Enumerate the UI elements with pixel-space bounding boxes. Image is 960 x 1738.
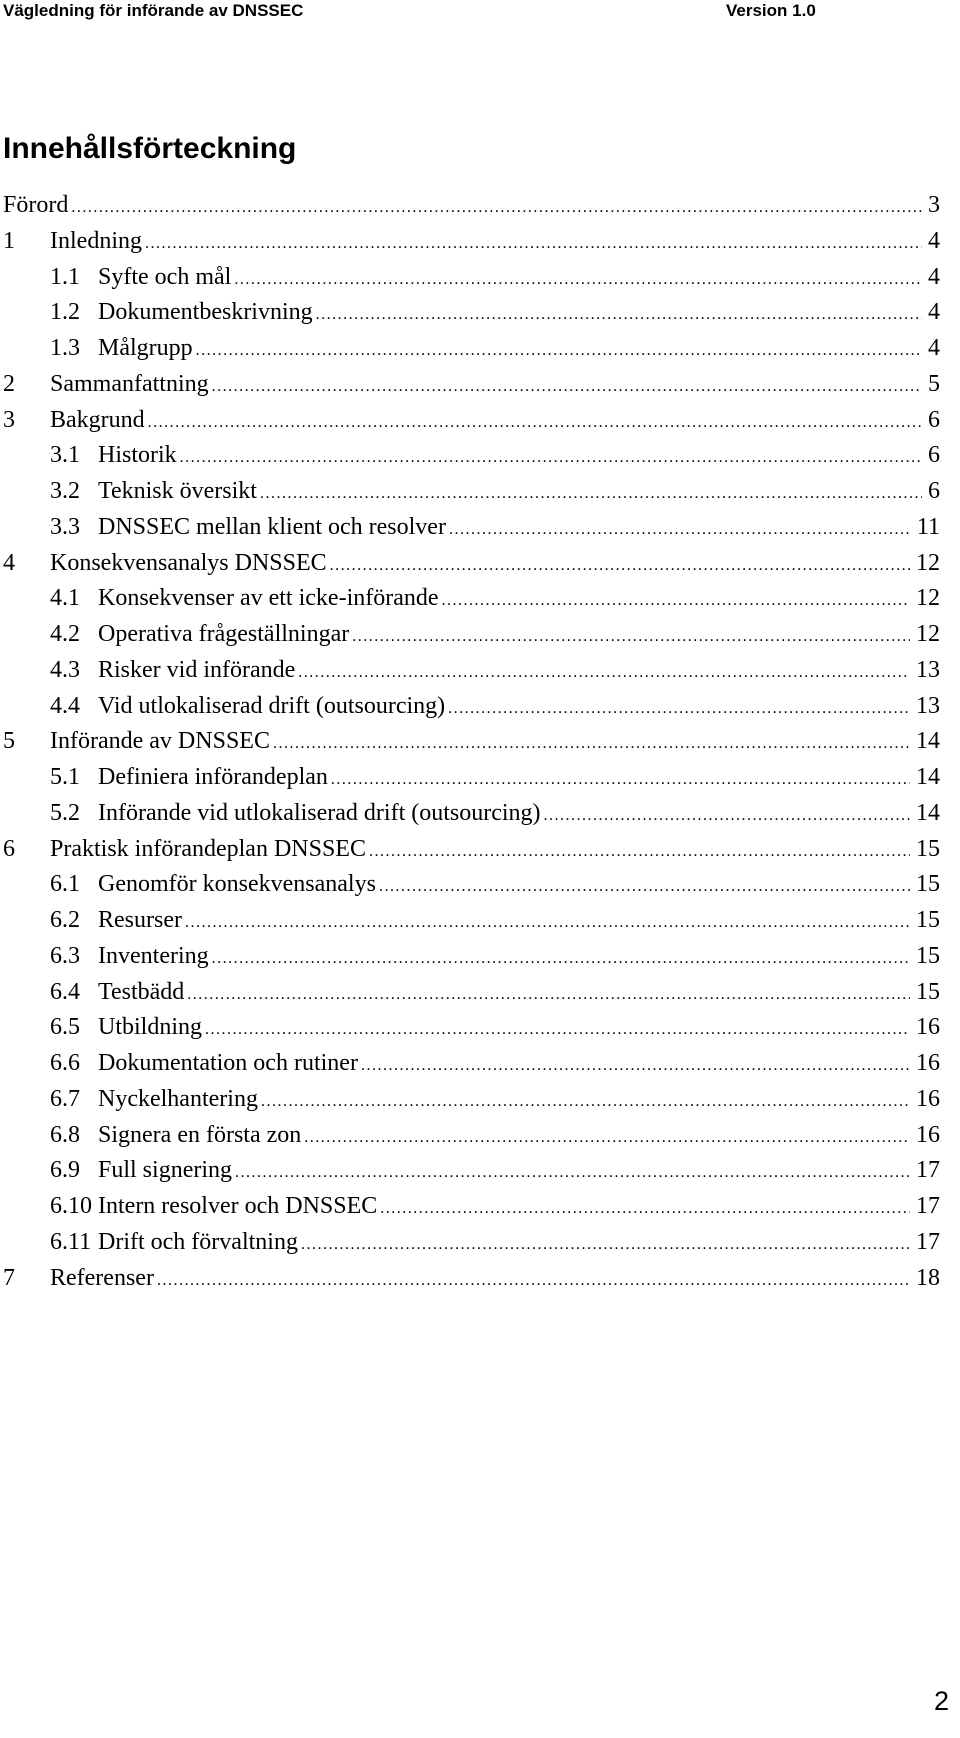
toc-dot-leader: [260, 479, 922, 509]
toc-entry-number: 1.2: [50, 299, 80, 326]
toc-entry-page: 5: [928, 370, 940, 397]
toc-entry-page: 15: [916, 978, 940, 1005]
toc-entry-page: 4: [928, 227, 940, 254]
page-title: Innehållsförteckning: [3, 132, 297, 165]
toc-entry-page: 15: [916, 871, 940, 898]
toc-entry-number: 4.3: [50, 656, 80, 683]
toc-entry-title: Nyckelhantering: [98, 1085, 258, 1112]
toc-entry[interactable]: [0, 512, 960, 542]
toc-entry-page: 12: [916, 585, 940, 612]
toc-entry-title: Inledning: [50, 227, 142, 254]
toc-entry-page: 6: [928, 406, 940, 433]
toc-entry-page: 6: [928, 442, 940, 469]
toc-entry-number: 4: [3, 549, 15, 576]
toc-entry-page: 15: [916, 942, 940, 969]
toc-entry-number: 6.9: [50, 1157, 80, 1184]
toc-dot-leader: [235, 1158, 910, 1188]
toc-entry[interactable]: [0, 762, 960, 792]
toc-entry[interactable]: [0, 226, 960, 256]
toc-entry[interactable]: [0, 1084, 960, 1114]
toc-entry[interactable]: [0, 1155, 960, 1185]
toc-dot-leader: [379, 872, 910, 902]
toc-entry-number: 3: [3, 406, 15, 433]
toc-entry-title: Vid utlokaliserad drift (outsourcing): [98, 692, 446, 719]
toc-entry[interactable]: [0, 1263, 960, 1293]
toc-entry-title: Syfte och mål: [98, 263, 232, 290]
toc-entry-page: 14: [916, 799, 940, 826]
toc-entry-number: 6.2: [50, 907, 80, 933]
toc-entry-page: 16: [916, 1014, 940, 1041]
toc-entry[interactable]: [0, 726, 960, 756]
toc-entry-title: Dokumentation och rutiner: [98, 1050, 358, 1076]
toc-entry-title: Full signering: [98, 1157, 233, 1184]
header-version: Version 1.0: [726, 1, 816, 20]
toc-dot-leader: [273, 729, 910, 759]
toc-dot-leader: [185, 908, 910, 938]
toc-entry-title: Praktisk införandeplan DNSSEC: [50, 835, 366, 862]
toc-entry-title: Resurser: [98, 907, 182, 933]
toc-dot-leader: [330, 551, 910, 581]
toc-dot-leader: [316, 300, 922, 330]
toc-entry-number: 5.2: [50, 799, 80, 826]
toc-entry-page: 6: [928, 478, 940, 504]
toc-dot-leader: [148, 408, 922, 438]
toc-entry[interactable]: [0, 440, 960, 470]
toc-entry-page: 14: [916, 728, 940, 755]
toc-entry-title: Referenser: [50, 1264, 154, 1291]
toc-entry-number: 1.3: [50, 335, 80, 361]
toc-entry[interactable]: [0, 333, 960, 363]
toc-entry-title: Historik: [98, 442, 177, 469]
toc-entry-page: 15: [916, 835, 940, 862]
toc-entry[interactable]: [0, 941, 960, 971]
toc-dot-leader: [234, 265, 922, 295]
toc-entry-number: 6.8: [50, 1121, 80, 1148]
toc-entry-number: 4.1: [50, 585, 80, 612]
toc-entry[interactable]: [0, 548, 960, 578]
toc-entry-title: DNSSEC mellan klient och resolver: [98, 513, 446, 540]
toc-entry-number: 6.1: [50, 871, 80, 898]
toc-entry[interactable]: [0, 1191, 960, 1221]
toc-entry-title: Drift och förvaltning: [98, 1228, 298, 1255]
toc-dot-leader: [361, 1051, 910, 1081]
toc-dot-leader: [157, 1266, 910, 1296]
toc-entry-number: 6.11: [50, 1228, 92, 1255]
toc-dot-leader: [145, 229, 922, 259]
toc-entry-number: 3.1: [50, 442, 80, 469]
toc-entry-title: Utbildning: [98, 1014, 203, 1041]
toc-entry-page: 13: [916, 692, 940, 719]
toc-dot-leader: [448, 694, 910, 724]
toc-entry-page: 3: [928, 192, 940, 218]
toc-entry[interactable]: [0, 798, 960, 828]
toc-entry-title: Konsekvensanalys DNSSEC: [50, 549, 327, 576]
header-document-title: Vägledning för införande av DNSSEC: [3, 1, 304, 20]
toc-entry-title: Signera en första zon: [98, 1121, 302, 1148]
toc-entry-page: 12: [916, 549, 940, 576]
toc-entry-page: 12: [916, 621, 940, 647]
toc-entry[interactable]: [0, 619, 960, 649]
toc-entry[interactable]: [0, 583, 960, 613]
toc-entry[interactable]: [0, 691, 960, 721]
toc-entry[interactable]: [0, 1012, 960, 1042]
toc-entry-page: 4: [928, 263, 940, 290]
toc-entry-page: 16: [916, 1085, 940, 1112]
toc-entry-number: 2: [3, 370, 15, 397]
toc-dot-leader: [187, 980, 910, 1010]
toc-entry-page: 13: [916, 656, 940, 683]
toc-entry-number: 1.1: [50, 263, 80, 290]
toc-entry[interactable]: [0, 905, 960, 935]
toc-dot-leader: [380, 1194, 910, 1224]
toc-entry-title: Teknisk översikt: [98, 478, 257, 504]
toc-entry[interactable]: [0, 369, 960, 399]
toc-entry[interactable]: [0, 405, 960, 435]
toc-entry-page: 4: [928, 299, 940, 326]
toc-entry-number: 6.3: [50, 942, 80, 969]
toc-dot-leader: [298, 658, 910, 688]
toc-entry-title: Genomför konsekvensanalys: [98, 871, 376, 898]
toc-entry-page: 16: [916, 1121, 940, 1148]
toc-entry-number: 3.3: [50, 513, 80, 540]
toc-dot-leader: [449, 515, 911, 545]
toc-dot-leader: [212, 372, 922, 402]
toc-entry-title: Intern resolver och DNSSEC: [98, 1193, 378, 1219]
toc-dot-leader: [352, 622, 910, 652]
toc-entry-title: Förord: [3, 192, 69, 218]
toc-entry-title: Definiera införandeplan: [98, 764, 328, 790]
toc-dot-leader: [369, 837, 910, 867]
toc-entry-title: Bakgrund: [50, 406, 145, 433]
toc-entry-title: Målgrupp: [98, 335, 193, 361]
page-header: [0, 0, 940, 22]
toc-entry-title: Operativa frågeställningar: [98, 621, 350, 647]
toc-entry-title: Sammanfattning: [50, 370, 209, 397]
toc-dot-leader: [71, 193, 922, 223]
toc-entry-title: Införande av DNSSEC: [50, 728, 270, 755]
toc-entry[interactable]: [0, 1048, 960, 1078]
toc-entry[interactable]: [0, 977, 960, 1007]
toc-entry-number: 4.2: [50, 621, 80, 647]
toc-dot-leader: [196, 336, 922, 366]
toc-entry-number: 6.7: [50, 1085, 80, 1112]
toc-entry-number: 5: [3, 728, 15, 755]
toc-dot-leader: [442, 586, 910, 616]
toc-entry-number: 5.1: [50, 764, 80, 790]
toc-entry[interactable]: [0, 262, 960, 292]
toc-entry-number: 6.5: [50, 1014, 80, 1041]
toc-entry-page: 18: [916, 1264, 940, 1291]
toc-entry[interactable]: [0, 297, 960, 327]
toc-entry-page: 11: [916, 513, 940, 540]
toc-entry[interactable]: [0, 1227, 960, 1257]
toc-entry-title: Inventering: [98, 942, 209, 969]
toc-entry-number: 6: [3, 835, 15, 862]
toc-dot-leader: [304, 1123, 910, 1153]
toc-entry-page: 17: [916, 1157, 940, 1184]
toc-dot-leader: [205, 1015, 910, 1045]
toc-entry[interactable]: [0, 476, 960, 506]
toc-entry-title: Dokumentbeskrivning: [98, 299, 313, 326]
toc-entry-page: 17: [916, 1193, 940, 1219]
toc-entry-page: 14: [916, 764, 940, 790]
toc-entry-title: Konsekvenser av ett icke-införande: [98, 585, 439, 612]
toc-dot-leader: [180, 443, 922, 473]
toc-entry-title: Testbädd: [98, 978, 185, 1005]
toc-dot-leader: [261, 1087, 910, 1117]
toc-entry[interactable]: [0, 1120, 960, 1150]
toc-entry[interactable]: [0, 834, 960, 864]
toc-entry-page: 16: [916, 1050, 940, 1076]
toc-entry-page: 15: [916, 907, 940, 933]
toc-entry-title: Risker vid införande: [98, 656, 296, 683]
toc-entry[interactable]: [0, 190, 960, 220]
toc-entry-page: 4: [928, 335, 940, 361]
toc-dot-leader: [331, 765, 910, 795]
page-number: 2: [934, 1686, 950, 1716]
toc-entry-number: 6.6: [50, 1050, 80, 1076]
toc-dot-leader: [212, 944, 910, 974]
toc-entry-number: 1: [3, 227, 15, 254]
toc-entry-number: 4.4: [50, 692, 80, 719]
toc-entry-number: 6.10: [50, 1193, 92, 1219]
toc-entry[interactable]: [0, 869, 960, 899]
toc-entry-title: Införande vid utlokaliserad drift (outsourcing): [98, 799, 541, 826]
toc-entry-number: 7: [3, 1264, 15, 1291]
toc-dot-leader: [301, 1230, 910, 1260]
toc-entry[interactable]: [0, 655, 960, 685]
toc-entry-page: 17: [916, 1228, 940, 1255]
toc-entry-number: 6.4: [50, 978, 80, 1005]
toc-entry-number: 3.2: [50, 478, 80, 504]
toc-dot-leader: [544, 801, 910, 831]
